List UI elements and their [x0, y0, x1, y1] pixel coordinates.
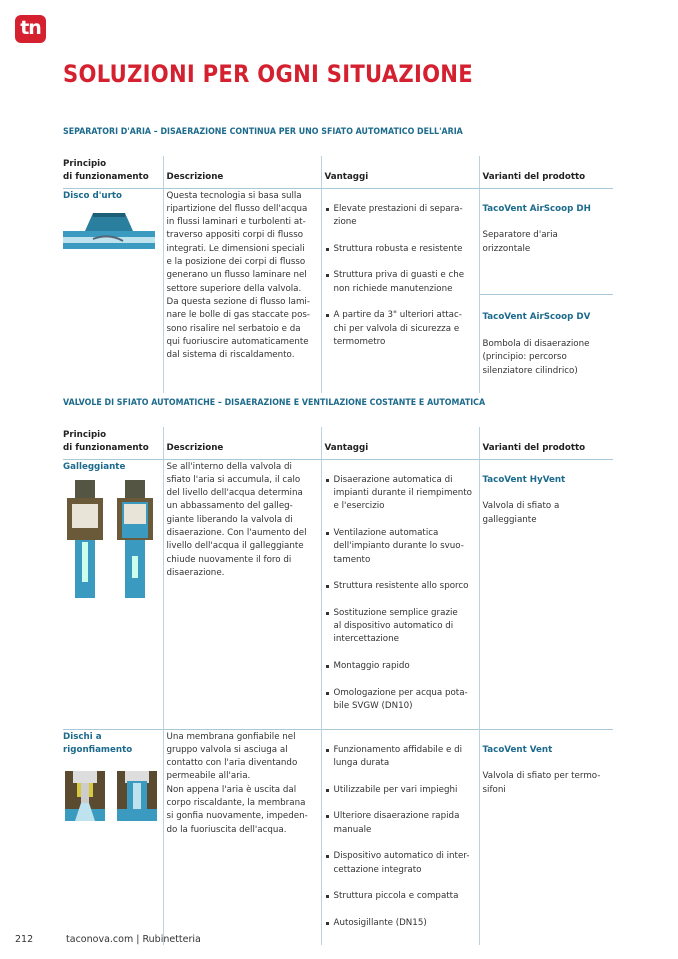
variant-name: TacoVent AirScoop DV: [482, 312, 591, 323]
page-number: 212: [15, 934, 34, 945]
advantage-item: Struttura robusta e resistente: [325, 243, 476, 256]
variant-description: Valvola di sfiato per termo- sifoni: [482, 771, 601, 795]
table-row: [63, 729, 613, 945]
advantage-item: Ulteriore disaerazione rapida manuale: [325, 810, 476, 837]
section-heading: VALVOLE DI SFIATO AUTOMATICHE – DISAERAZIONE E VENTILAZIONE COSTANTE E AUTOMATICA: [63, 398, 486, 408]
auto-vent-valves-table: [63, 427, 613, 945]
column-header: Varianti del prodotto: [479, 156, 613, 188]
advantage-item: Ventilazione automatica dell'impianto durante lo svuo- tamento: [325, 527, 476, 567]
advantage-item: Omologazione per acqua pota- bile SVGW (DN10): [325, 687, 476, 714]
description: Una membrana gonfiabile nel gruppo valvola si asciuga al contatto con l'aria diventando permeabile all'aria. Non appena l'aria è uscita dal corpo riscaldante, la membrana si gonfia nuovamente, impeden- do la fuoriuscita dell'acqua.: [163, 729, 321, 945]
taconova-logo: tn: [15, 15, 46, 43]
column-header: Varianti del prodotto: [479, 427, 613, 459]
principle-label: Disco d'urto: [63, 190, 122, 201]
variant-name: TacoVent AirScoop DH: [482, 203, 591, 214]
advantage-item: Struttura priva di guasti e che non richiede manutenzione: [325, 269, 476, 296]
variant-description: Bombola di disaerazione (principio: percorso silenziatore cilindrico): [482, 338, 590, 376]
variant-description: Valvola di sfiato a galleggiante: [482, 501, 560, 525]
advantage-item: Dispositivo automatico di inter- cettazione integrato: [325, 850, 476, 877]
advantage-item: Autosigillante (DN15): [325, 917, 476, 930]
table-row: [63, 188, 613, 393]
column-header: Vantaggi: [321, 156, 479, 188]
column-header: Vantaggi: [321, 427, 479, 459]
air-separators-table: [63, 156, 613, 393]
section-heading: SEPARATORI D'ARIA – DISAERAZIONE CONTINUA PER UNO SFIATO AUTOMATICO DELL'ARIA: [63, 127, 463, 137]
column-header: Principio di funzionamento: [63, 427, 163, 459]
advantage-item: Utilizzabile per vari impieghi: [325, 784, 476, 797]
column-header: Descrizione: [163, 156, 321, 188]
variant-name: TacoVent HyVent: [482, 474, 566, 485]
advantage-item: Funzionamento affidabile e di lunga durata: [325, 744, 476, 771]
page-footer: [15, 934, 201, 945]
page-title: SOLUZIONI PER OGNI SITUAZIONE: [63, 60, 473, 88]
footer-separator: |: [136, 934, 140, 945]
principle-label: Galleggiante: [63, 461, 126, 472]
advantage-item: Elevate prestazioni di separa- zione: [325, 203, 476, 230]
column-header: Descrizione: [163, 427, 321, 459]
footer-section: Rubinetteria: [142, 934, 201, 945]
advantages-list: [325, 461, 476, 727]
table-row: [63, 459, 613, 729]
principle-label: Dischi a rigonfiamento: [63, 731, 133, 755]
column-header: Principio di funzionamento: [63, 156, 163, 188]
advantage-item: Montaggio rapido: [325, 660, 476, 673]
variant-name: TacoVent Vent: [482, 744, 553, 755]
advantages-list: [325, 190, 476, 363]
advantage-item: Disaerazione automatica di impianti durante il riempimento e l'esercizio: [325, 474, 476, 514]
description: Se all'interno della valvola di sfiato l'aria si accumula, il calo del livello dell'acqua determina un abbassamento del galleg- giante liberando la valvola di disaerazione. Con l'aumento del livello dell'acqua il galleggiante chiude nuovamente il foro di disaerazione.: [163, 459, 321, 729]
variant-description: Separatore d'aria orizzontale: [482, 230, 558, 254]
advantage-item: Struttura piccola e compatta: [325, 890, 476, 903]
impact-disc-illustration: [63, 209, 155, 259]
footer-site[interactable]: taconova.com: [66, 934, 134, 945]
advantages-list: [325, 731, 476, 944]
float-valve-illustration: [63, 480, 159, 600]
description: Questa tecnologia si basa sulla ripartizione del flusso dell'acqua in flussi laminari e turbolenti at- traverso appositi corpi di flusso integrati. Le dimensioni speciali e la posizione dei corpi di flusso generano un flusso laminare nel settore superiore della valvola. Da questa sezione di flusso lami- nare le bolle di gas staccate pos- sono risalire nel serbatoio e da qui fuoriuscire automaticamente dal sistema di riscaldamento.: [163, 188, 321, 393]
advantage-item: A partire da 3" ulteriori attac- chi per valvola di sicurezza e termometro: [325, 309, 476, 349]
advantage-item: Struttura resistente allo sporco: [325, 580, 476, 593]
advantage-item: Sostituzione semplice grazie al dispositivo automatico di intercettazione: [325, 607, 476, 647]
swelling-disc-illustration: [63, 763, 159, 823]
